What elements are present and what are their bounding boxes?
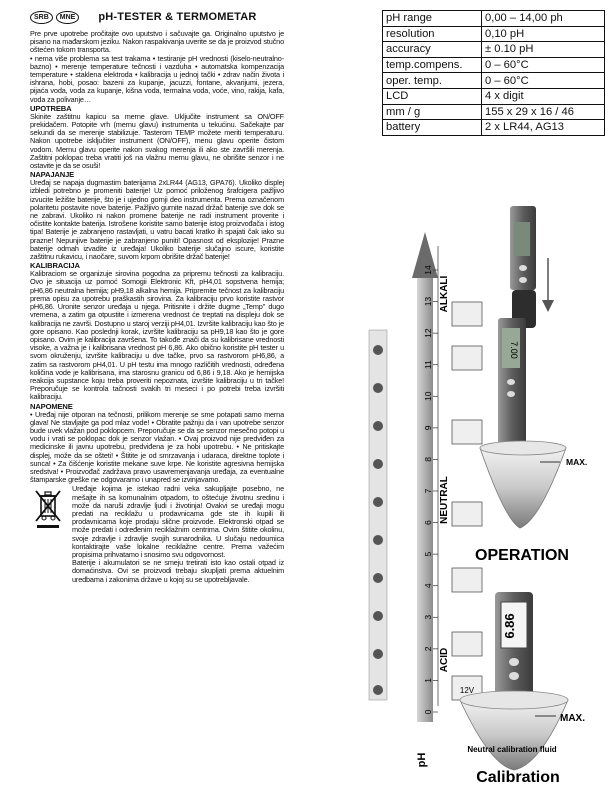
section-text-notes: • Uređaj nije otporan na tečnosti, prilikom merenje se sme potapati samo merna glava! Ne stavljajte ga pod mlaz vode! • Obratite pažnju da i van upotrebe senzor bude uvek vlažan pod poklopcem. Preporučuje se da se senzor mesečno potopi u vodu i vrati se poklopac dok je senzor vlažan. • Ovaj proizvod nije predviđen za medicinske ili javnu upotrebu, predviđena je za hobi upotrebu. • Ne pritiskajte displej, može da se ošteti! • Štitite je od smrzavanja i udaraca, direktne toplote i sunca! • Za čišćenje koristite mekane suve krpe. Ne koristite agresivna hemijska sredstva! • Proizvođač zadržava pravo usavremenjavanja uređaja, za eventualne štamparske greške ne odgovaramo i unapred se izvinjavamo. [30, 409, 284, 485]
lemon-icon [373, 649, 383, 659]
cleaner-box-icon [452, 302, 482, 326]
spec-label: resolution [383, 26, 482, 42]
on-off-button [519, 265, 527, 271]
ph-tick-label: 6 [423, 520, 433, 525]
milk-icon [373, 459, 383, 469]
spec-value: 4 x digit [482, 88, 605, 104]
spec-value: 2 x LR44, AG13 [482, 120, 605, 136]
neutral-label: NEUTRAL [439, 476, 450, 524]
operation-display: 7.00 [509, 341, 519, 359]
temp-button [519, 277, 527, 283]
features-paragraph: • nema više problema sa test trakama • testiranje pH vrednosti (kiselo-neutralno-bazno) • merenje temperature tečnosti i vazduha • automatska kompenzacija temperature • staklena elektroda • kalibracija u jednoj tački • zdrav način života i ishrana, hobi, posao: bazeni za kupanje, jacuzzi, fontane, akvarijumi, jezera, pijaća voda, voda za kupanje, kišna voda, termalna voda, voće, vino, rakija, kafa, voda za polivanje… [30, 53, 284, 104]
ph-tick-label: 11 [423, 360, 433, 370]
vinegar-icon [452, 632, 482, 656]
soap-icon [373, 345, 383, 355]
operation-illustration [480, 318, 587, 528]
egg-icon [373, 421, 383, 431]
spec-value: 0 – 60°C [482, 73, 605, 89]
spec-label: LCD [383, 88, 482, 104]
section-text-calibration: Kalibraciom se organizuje sirovina pogodna za pripremu tečnosti za kalibraciju. Ovo je situacija uz pomoć Somogii Elektronic Kft, pH4,01 sopstvena hemija; pH6,86 neutralna hemija; pH9,18 alkalna hemija. Pripremite tečnost za kalibraciju prema opisu za upotrebu praškastih sirovina. Za kalibraciju prvo koristite rastvor pH6,86. Uronite senzor uređaja u njega. Pritisnite i držite dugme „Temp" dugo vremena, a zatim ga otpustite i izmerena vrednost će treptati na displeju dok se kalibracija ne završi. Dostupno u staroj verziji pH4,01. Izvršite kalibraciju kao što je gore opisano. Kao poslednji korak, izvršite kalibraciju sa pH9,18 kao što je gore opisano. Ovim je kalibracija završena. To takođe znači da su kalibrisane vrednosti visoke, a važna je i kalibrisana vrednost pH 6,86. Ako obično koristite pH tester u svom okruženju, izvršite kalibraciju u dve tačke, prvo sa rastvorom pH6,86, a zatim sa rastvorom pH4,01. U pH testu ima mnogo različitih vrednosti, određena količina vode je kalibrisana, ima starosnu granicu od 6,86 i 9,18. Ako je hemijska reakcija supstance koju treba proveriti nepoznata, izvršite kalibraciju u tri tačke! Preporučuje se kontrola tačnosti svakih tri meseci i po potrebi treba izvršiti kalibraciju. [30, 269, 284, 402]
spec-value: 155 x 29 x 16 / 46 [482, 104, 605, 120]
ph-scale [412, 232, 450, 767]
ph-axis-label: pH [416, 752, 428, 768]
ph-tick-label: 0 [423, 709, 433, 715]
ph-tick-label: 4 [423, 583, 433, 589]
page-title: pH-TESTER & TERMOMETAR [98, 11, 257, 23]
spec-value: 0 – 60°C [482, 57, 605, 73]
ph-scale-bar [417, 278, 433, 722]
ph-tick-label: 5 [423, 551, 433, 557]
tester-with-cap [510, 206, 554, 328]
ph-tick-label: 2 [423, 646, 433, 652]
water-glass-icon [452, 502, 482, 526]
acid-bottle-icon [373, 685, 383, 695]
spec-label: battery [383, 120, 482, 136]
ph-tick-label: 14 [423, 265, 433, 275]
calibration-max-label: MAX. [560, 713, 585, 724]
operation-caption: OPERATION [475, 547, 569, 564]
tester-display-blank [514, 222, 530, 256]
spec-label: temp.compens. [383, 57, 482, 73]
drop-icon [373, 497, 383, 507]
tomato-icon [373, 573, 383, 583]
orange-icon [373, 611, 383, 621]
section-heading-calibration: KALIBRACIJA [30, 261, 80, 271]
spec-value: 0,10 pH [482, 26, 605, 42]
intro-paragraph: Pre prve upotrebe pročitajte ovo uputstvo i sačuvajte ga. Originalno uputstvo je pisano na mađarskom jeziku. Nakon raspakivanja uverite se da je proizvod stučno oštećen tokom transporta. [30, 29, 284, 55]
language-badge-srb: SRB [30, 11, 53, 24]
alkali-label: ALKALI [439, 275, 450, 313]
down-arrow-icon [542, 300, 554, 312]
spec-value: 0,00 – 14,00 ph [482, 11, 605, 27]
tube-label: 12V [459, 686, 475, 695]
ph-tick-label: 10 [423, 391, 433, 402]
section-heading-usage: UPOTREBA [30, 103, 72, 113]
ph-tick-label: 13 [423, 296, 433, 307]
rain-icon [452, 568, 482, 592]
ph-tick-label: 9 [423, 425, 433, 431]
operation-max-label: MAX. [566, 457, 588, 467]
acid-label: ACID [439, 647, 450, 673]
calibration-fluid-label: Neutral calibration fluid [467, 745, 557, 754]
calibration-caption: Calibration [476, 769, 560, 786]
section-text-power: Uređaj se napaja dugmastim baterijama 2xLR44 (AG13, GPA76). Ukoliko displej izbledi potrebno je promeniti baterije! Uz pomoć priloženog šrafcigera pažljivo izvucite ležište baterije, što je i ujedno gornji deo instrumenta. Prema označenom polaritetu postavite nove baterije. Pažljivo gurnite nazad držač baterije sve dok se ne zabravi. Ukoliko ni nakon promene baterije ne radi instrument proverite i očistite kontakte baterija. Istrošene koristite samo baterije istog proizvođača i istog tipa! Baterije je zabranjeno rastavljati, u vatru bacati kratko ih spajati čak iako su prazne! Nepunjive baterije je zabranjeno puniti! Opasnost od eksplozije! Prazne baterije odmah izvadite iz uređaja! Ukoliko baterije slučajno iscure, koristite zaštitnu rukavicu, i naočare, suvom krpom obrišite držač baterije! [30, 178, 284, 262]
section-heading-power: NAPAJANJE [30, 170, 75, 180]
ammonia-box-icon [452, 346, 482, 370]
coffee-icon [373, 535, 383, 545]
spec-label: oper. temp. [383, 73, 482, 89]
calibration-display: 6.86 [502, 613, 517, 639]
disposal-text: Uređaje kojima je istekao radni veka sakupljajte posebno, ne mešajte ih sa komunalnim otpadom, to oštećuje životnu sredinu i može da naruši zdravlje ljudi i životinja! Ovakvi se uređaji mogu predati na reciklažu u prodavnicama gde ste ih kupili ili prodavnicama koje prodaju slične proizvode. Elektronski otpad se može predati i određenim reciklažnim centrima. Ovim štitite okolinu, svoje zdravlje i zdravlje svojih sunarodnika. U slučaju nedoumica kontaktirajte vaše lokalne reciklažne centre. Prema važećim propisima prihvatamo i snosimo svu odgovornost. [72, 484, 284, 559]
language-badge-mne: MNE [56, 11, 80, 24]
ph-tick-label: 7 [423, 488, 433, 494]
ph-tick-label: 1 [423, 678, 433, 683]
ph-tick-label: 3 [423, 614, 433, 620]
ph-tick-label: 12 [423, 328, 433, 338]
section-text-usage: Skinite zaštitnu kapicu sa merne glave. Uključite instrument sa ON/OFF prekidačem. Potopite vrh (mernu glavu) instrumenta u tekućinu. Sačekajte par sekundi da se merenje stabilizuje. Tasterom TEMP možete meriti temperaturu. Nakon upotrebe isključiter instrument (ON/OFF), menu glavu operite čistom vodom. Mernu glavu operite nakon svakog merenja ili ako ste završili merenja. Zaštitni poklopac treba vratiti još na vlažnu mernu glavu, ne obrišite senzor i ne ostavite je da se osuši! [30, 111, 284, 171]
spec-label: pH range [383, 11, 482, 27]
spec-label: mm / g [383, 104, 482, 120]
disposal-battery-text: Baterije i akumulatori se ne smeju tretirati isto kao ostali otpad iz domaćinstva. Ovi se proizvodi trebaju skupljati prema aktuelnim uredbama i zakonima države u kojoj su se upotrebljavale. [72, 558, 284, 584]
ph-tick-label: 8 [423, 457, 433, 462]
spec-value: ± 0.10 pH [482, 42, 605, 58]
spec-label: accuracy [383, 42, 482, 58]
section-heading-notes: NAPOMENE [30, 401, 73, 411]
cleaner-icon [373, 383, 383, 393]
baking-soda-icon [452, 420, 482, 444]
